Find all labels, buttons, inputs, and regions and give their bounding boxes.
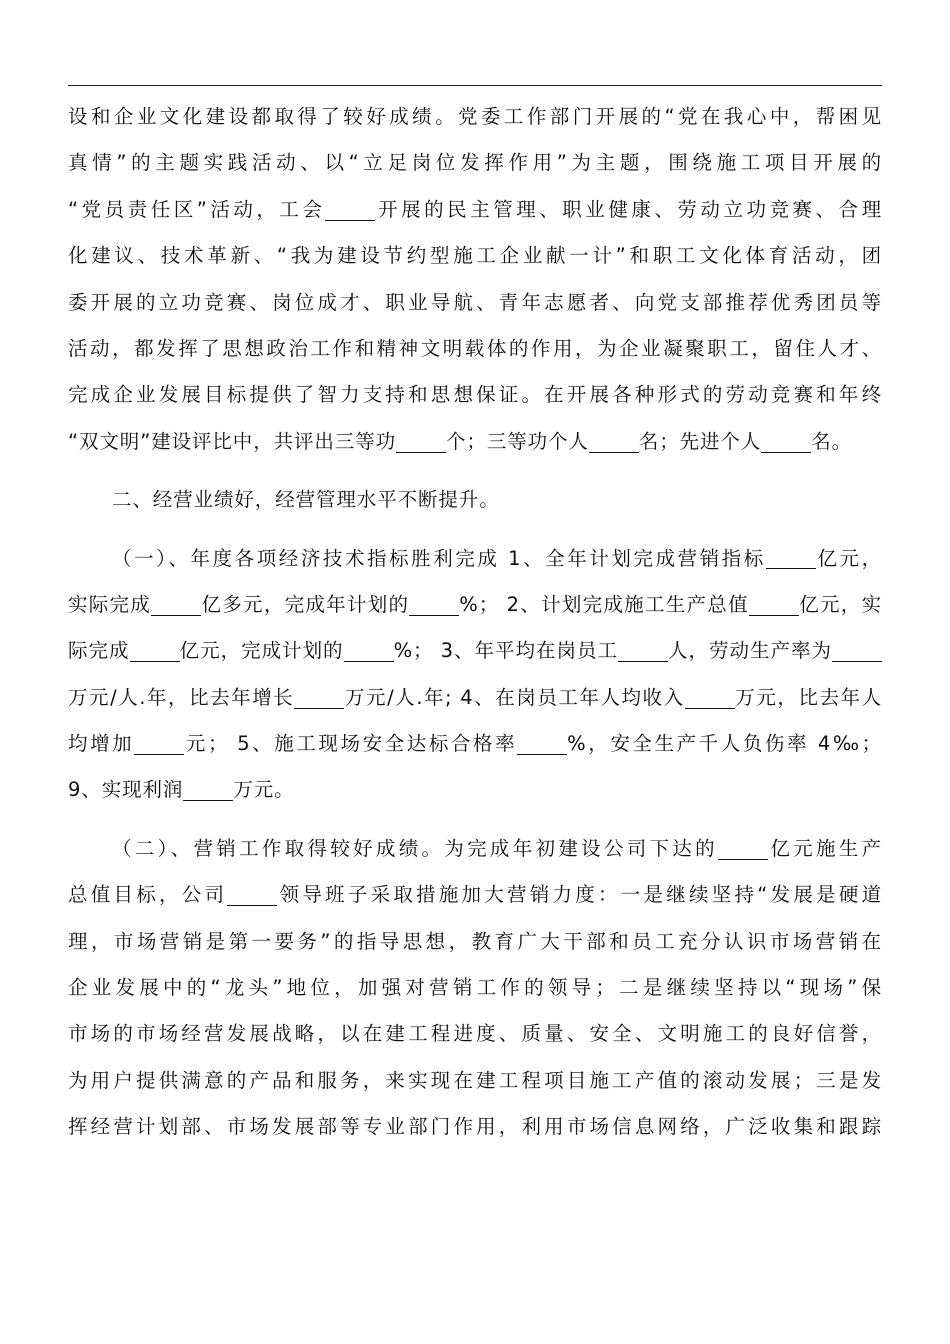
fill-in-blank xyxy=(718,835,768,859)
fill-in-blank xyxy=(396,428,446,452)
document-body xyxy=(68,94,882,1151)
fill-in-blank xyxy=(761,428,811,452)
text-line: 挥经营计划部、市场发展部等专业部门作用，利用市场信息网络，广泛收集和跟踪 xyxy=(68,1115,882,1139)
text-line: 总值目标，公司 领导班子采取措施加大营销力度：一是继续坚持“发展是硬道 xyxy=(68,883,882,907)
text-line: 设和企业文化建设都取得了较好成绩。党委工作部门开展的“党在我心中，帮困见 xyxy=(68,105,882,128)
paragraph-economic-indicators xyxy=(68,536,882,814)
text-line: 实际完成 亿多元，完成年计划的 %； 2、计划完成施工生产总值 亿元，实 xyxy=(68,592,882,616)
fill-in-blank xyxy=(325,196,375,220)
text-line: 均增加 元； 5、施工现场安全达标合格率 %，安全生产千人负伤率 4‰； xyxy=(68,732,882,756)
text-line: （一）、年度各项经济技术指标胜利完成 1、全年计划完成营销指标 亿元， xyxy=(112,546,882,570)
fill-in-blank xyxy=(517,731,567,755)
fill-in-blank xyxy=(618,638,668,662)
fill-in-blank xyxy=(344,638,394,662)
fill-in-blank xyxy=(685,684,735,708)
text-line: 完成企业发展目标提供了智力支持和思想保证。在开展各种形式的劳动竞赛和年终 xyxy=(68,383,882,407)
fill-in-blank xyxy=(766,545,816,569)
paragraph-marketing xyxy=(68,826,882,1151)
fill-in-blank xyxy=(409,591,459,615)
text-line: 际完成 亿元，完成计划的 %； 3、年平均在岗员工 人，劳动生产率为 xyxy=(68,628,882,674)
text-line: 委开展的立功竞赛、岗位成才、职业导航、青年志愿者、向党支部推荐优秀团员等 xyxy=(68,290,882,314)
text-line: “双文明”建设评比中，共评出三等功 个；三等功个人 名；先进个人 名。 xyxy=(68,429,853,453)
text-line: 万元/人.年，比去年增长 万元/人.年; 4、在岗员工年人均收入 万元，比去年人 xyxy=(68,685,882,709)
fill-in-blank xyxy=(183,777,233,801)
fill-in-blank xyxy=(134,731,184,755)
section-heading: 二、经营业绩好，经营管理水平不断提升。 xyxy=(112,488,500,512)
paragraph-party-work xyxy=(68,94,882,465)
text-line: 为用户提供满意的产品和服务，来实现在建工程项目施工产值的滚动发展；三是发 xyxy=(68,1068,882,1092)
text-line: 理，市场营销是第一要务”的指导思想，教育广大干部和员工充分认识市场营销在 xyxy=(68,929,882,953)
text-line: “党员责任区”活动，工会 开展的民主管理、职业健康、劳动立功竞赛、合理 xyxy=(68,197,882,221)
text-line: 企业发展中的“龙头”地位，加强对营销工作的领导；二是继续坚持以“现场”保 xyxy=(68,976,882,1000)
header-rule xyxy=(68,85,882,86)
text-line: 市场的市场经营发展战略，以在建工程进度、质量、安全、文明施工的良好信誉， xyxy=(68,1022,882,1046)
fill-in-blank xyxy=(227,882,277,906)
fill-in-blank xyxy=(749,591,799,615)
text-line: 活动，都发挥了思想政治工作和精神文明载体的作用，为企业凝聚职工，留住人才、 xyxy=(68,336,882,360)
text-line: 9、实现利润 万元。 xyxy=(68,778,295,802)
fill-in-blank xyxy=(151,591,201,615)
text-line: 真情”的主题实践活动、以“立足岗位发挥作用”为主题，围绕施工项目开展的 xyxy=(68,151,882,175)
fill-in-blank xyxy=(589,428,639,452)
text-line: （二）、营销工作取得较好成绩。为完成年初建设公司下达的 亿元施生产 xyxy=(112,836,882,860)
fill-in-blank xyxy=(294,684,344,708)
text-line: 化建议、技术革新、“我为建设节约型施工企业献一计”和职工文化体育活动，团 xyxy=(68,244,882,268)
fill-in-blank xyxy=(832,638,882,662)
fill-in-blank xyxy=(130,638,180,662)
